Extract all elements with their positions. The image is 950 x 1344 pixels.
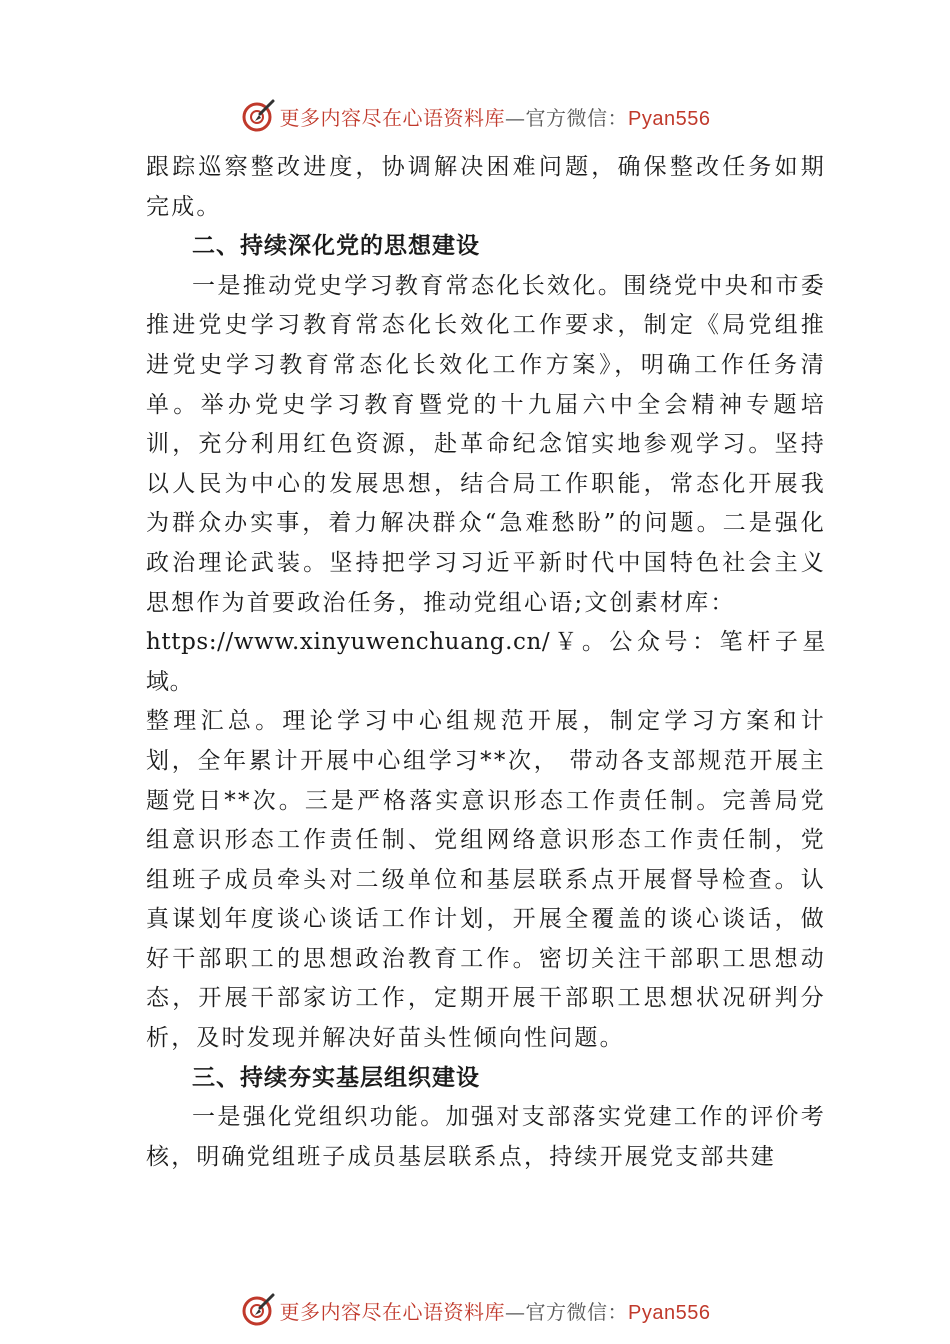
watermark-text: [280, 102, 711, 131]
section-heading-2: 二、持续深化党的思想建设: [192, 233, 480, 260]
watermark-text: [280, 1296, 711, 1325]
section-heading-3: 三、持续夯实基层组织建设: [192, 1064, 480, 1091]
watermark-dash-text: —官方微信：: [505, 1299, 629, 1324]
paragraph-thought-building-b: 整理汇总。理论学习中心组规范开展，制定学习方案和计划，全年累计开展中心组学习**次， 带动各支部规范开展主题党日**次。三是严格落实意识形态工作责任制。完善局党组意识形态工作责任制、党组网络意识形态工作责任制，党组班子成员牵头对二级单位和基层联系点开展督导检查。认真谋划年度谈心谈话工作计划，开展全覆盖的谈心谈话，做好干部职工的思想政治教育工作。密切关注干部职工思想动态，开展干部家访工作，定期开展干部职工思想状况研判分析，及时发现并解决好苗头性倾向性问题。: [146, 708, 826, 1052]
watermark-wechat-id: Pyan556: [628, 1301, 711, 1324]
watermark-red-text: 更多内容尽在心语资料库: [279, 105, 506, 130]
document-body: [146, 148, 826, 1177]
brush-logo-icon: [240, 1292, 276, 1328]
paragraph-continuation: 跟踪巡察整改进度，协调解决困难问题，确保整改任务如期完成。: [146, 154, 826, 220]
watermark-banner-bottom: [0, 1290, 950, 1330]
paragraph-organization-building: 一是强化党组织功能。加强对支部落实党建工作的评价考核，明确党组班子成员基层联系点，持续开展党支部共建: [146, 1104, 826, 1170]
watermark-banner-top: [0, 96, 950, 136]
watermark-wechat-id: Pyan556: [628, 107, 711, 130]
paragraph-thought-building-a: 一是推动党史学习教育常态化长效化。围绕党中央和市委推进党史学习教育常态化长效化工作要求，制定《局党组推进党史学习教育常态化长效化工作方案》，明确工作任务清单。举办党史学习教育暨党的十九届六中全会精神专题培训，充分利用红色资源，赴革命纪念馆实地参观学习。坚持以人民为中心的发展思想，结合局工作职能，常态化开展我为群众办实事，着力解决群众“急难愁盼”的问题。二是强化政治理论武装。坚持把学习习近平新时代中国特色社会主义思想作为首要政治任务，推动党组心语;文创素材库：: [146, 272, 826, 616]
watermark-red-text: 更多内容尽在心语资料库: [279, 1299, 506, 1324]
url-line: https://www.xinyuwenchuang.cn/￥。公众号：笔杆子星域。: [146, 629, 826, 695]
watermark-dash-text: —官方微信：: [505, 105, 629, 130]
brush-logo-icon: [240, 98, 276, 134]
